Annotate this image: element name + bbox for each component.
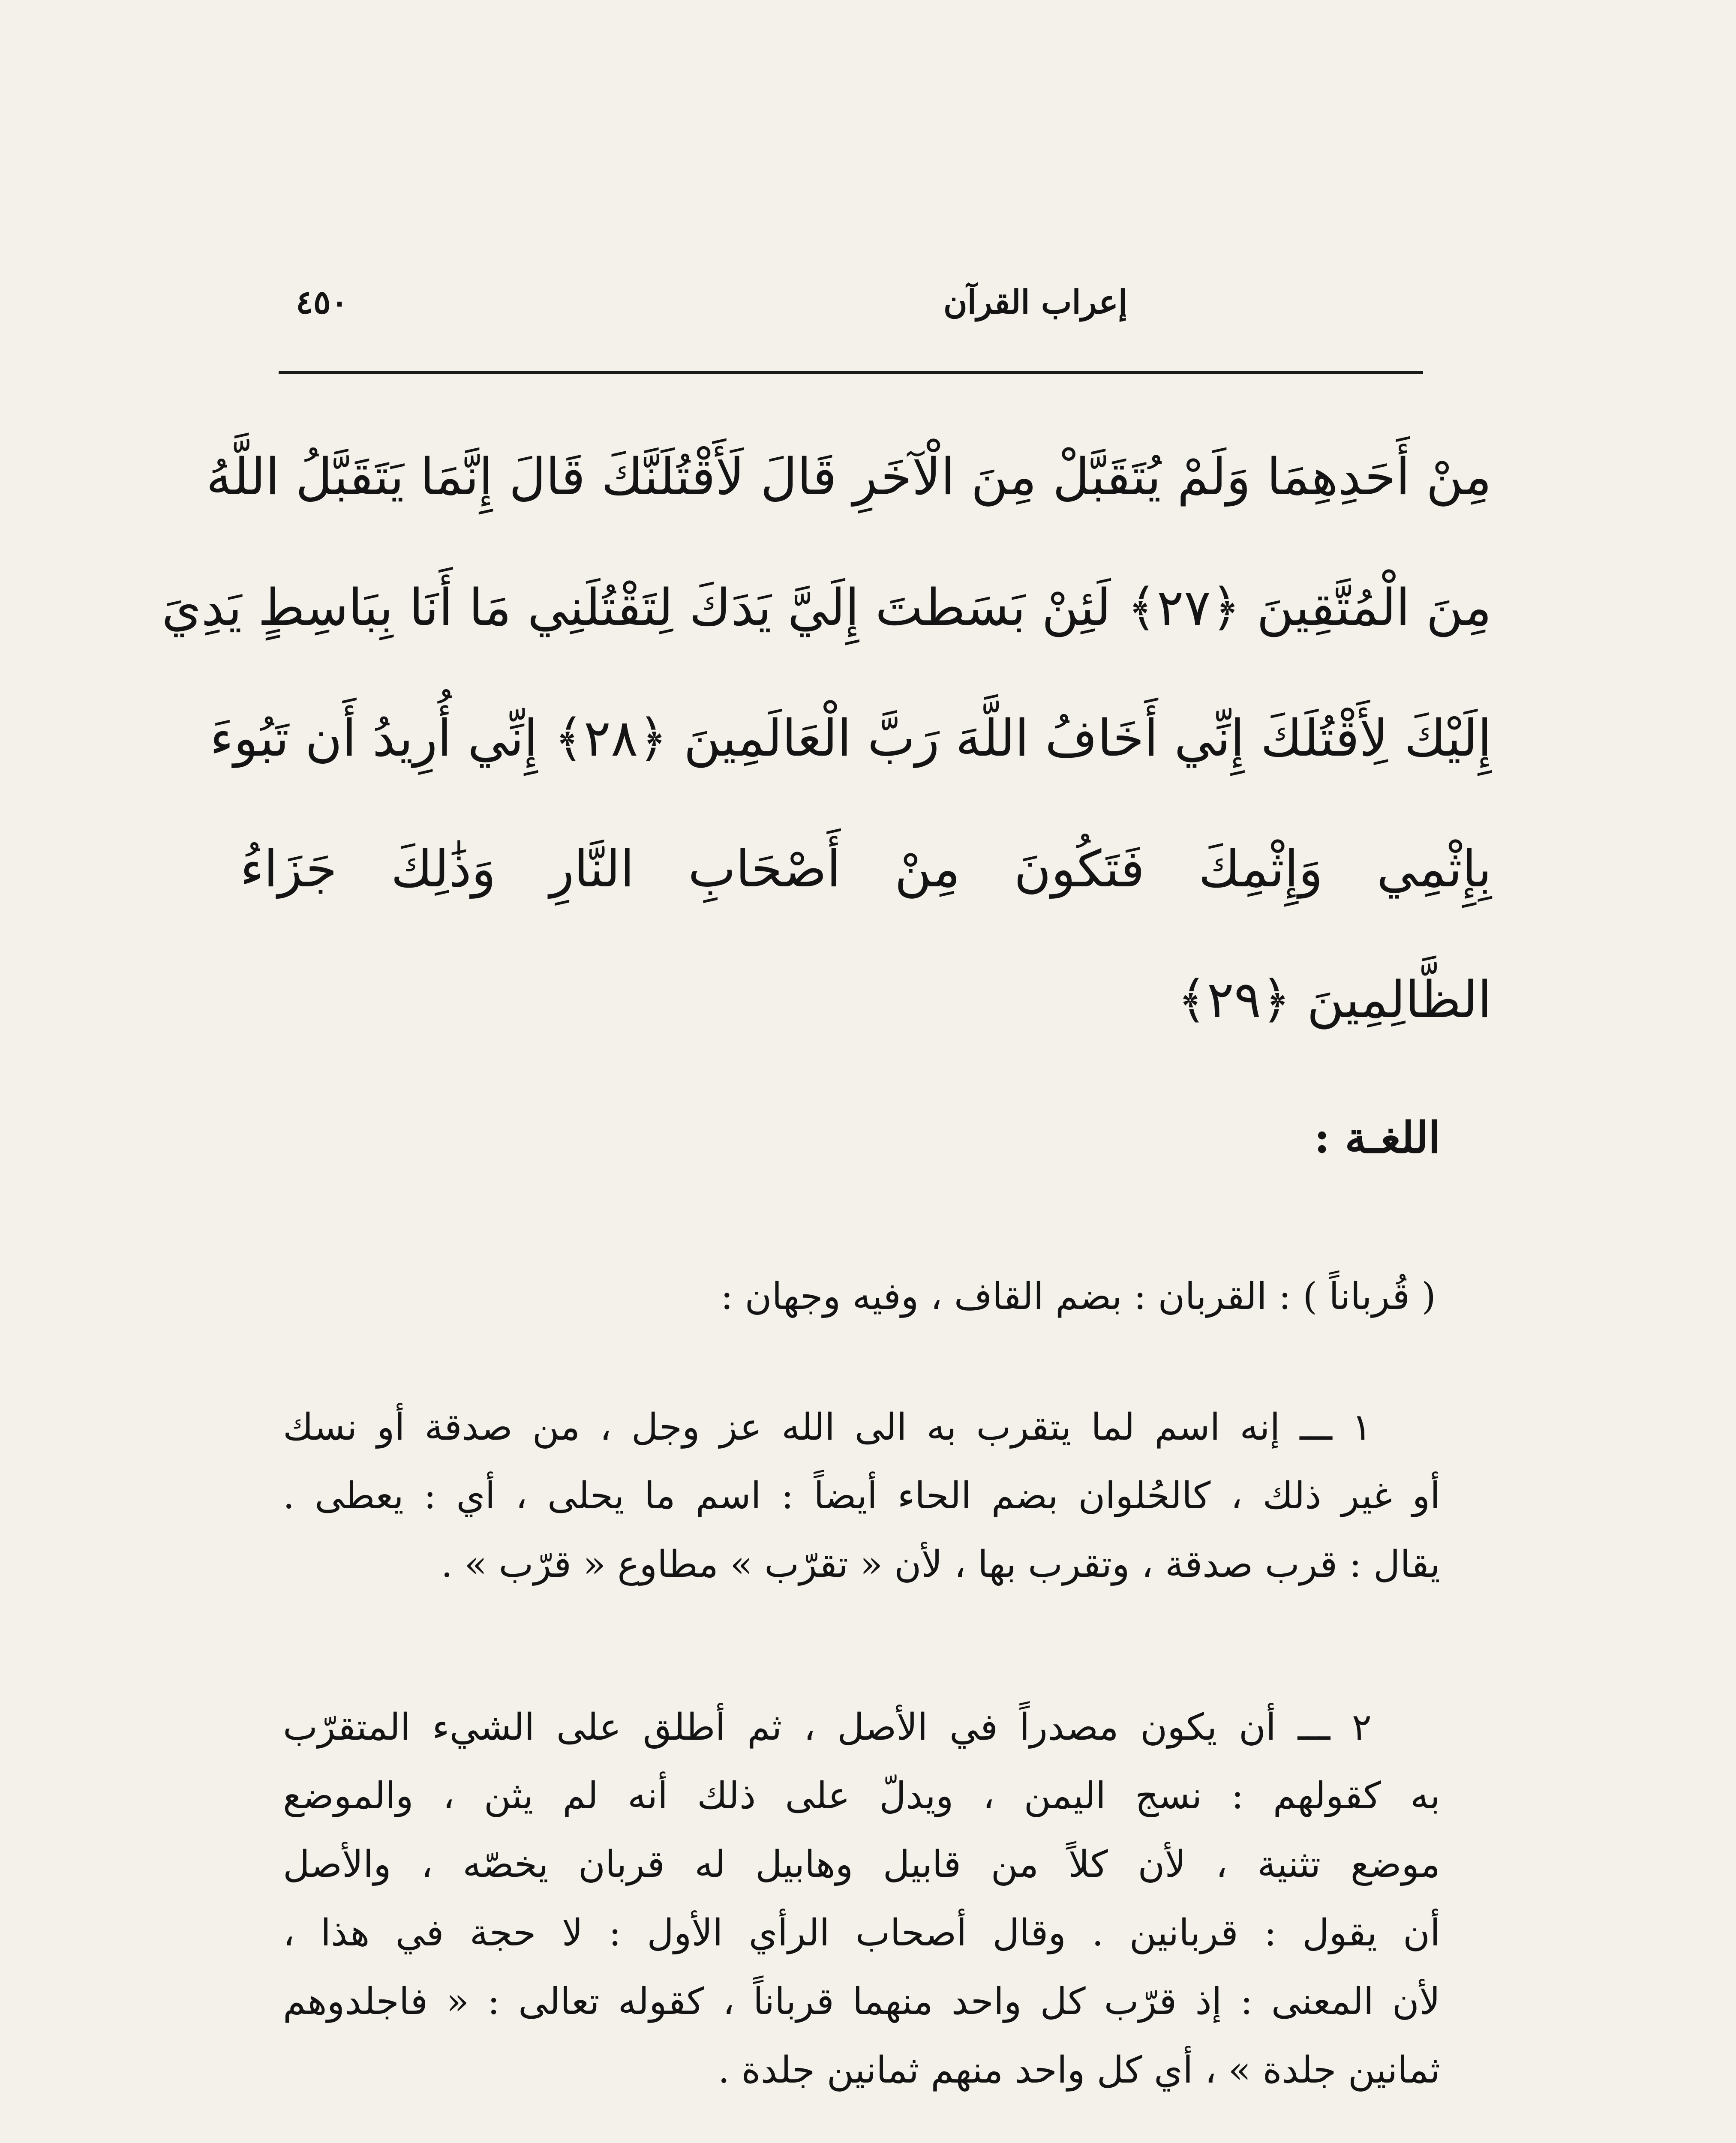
- section-heading-lugha: اللغـة :: [1314, 1112, 1440, 1163]
- text-line: يقال : قرب صدقة ، وتقرب بها ، لأن « تقرّب » مطاوع « قرّب » .: [441, 1543, 1440, 1586]
- text-line: ثمانين جلدة » ، أي كل واحد منهم ثمانين جلدة .: [718, 2049, 1440, 2092]
- word-entry-intro: ( قُرباناً ) : القربان : بضم القاف ، وفيه وجهان :: [721, 1275, 1436, 1318]
- header-rule: [279, 371, 1423, 374]
- verse-line: بِإِثْمِي وَإِثْمِكَ فَتَكُونَ مِنْ أَصْحَابِ النَّارِ وَذَٰلِكَ جَزَاءُ: [240, 839, 1492, 898]
- meaning-paragraph-2: [283, 1693, 1440, 2104]
- page-number: ٤٥٠: [296, 283, 348, 321]
- verse-line: مِنْ أَحَدِهِمَا وَلَمْ يُتَقَبَّلْ مِنَ الْآخَرِ قَالَ لَأَقْتُلَنَّكَ قَالَ إِنَّمَا يَتَقَبَّلُ اللَّهُ: [206, 447, 1492, 506]
- text-line: به كقولهم : نسج اليمن ، ويدلّ على ذلك أنه لم يثن ، والموضع: [283, 1774, 1440, 1817]
- verse-line: الظَّالِمِينَ ﴿٢٩﴾: [1177, 970, 1492, 1029]
- text-line: لأن المعنى : إذ قرّب كل واحد منهما قرباناً ، كقوله تعالى : « فاجلدوهم: [283, 1980, 1440, 2023]
- verse-line: مِنَ الْمُتَّقِينَ ﴿٢٧﴾ لَئِنْ بَسَطتَ إِلَيَّ يَدَكَ لِتَقْتُلَنِي مَا أَنَا بِبَاسِطٍ يَدِيَ: [162, 578, 1492, 637]
- text-line: أو غير ذلك ، كالحُلوان بضم الحاء أيضاً : اسم ما يحلى ، أي : يعطى .: [283, 1474, 1440, 1517]
- text-line: موضع تثنية ، لأن كلاً من قابيل وهابيل له قربان يخصّه ، والأصل: [283, 1843, 1440, 1886]
- verse-line: إِلَيْكَ لِأَقْتُلَكَ إِنِّي أَخَافُ اللَّهَ رَبَّ الْعَالَمِينَ ﴿٢٨﴾ إِنِّي أُرِيدُ أَن تَبُوءَ: [210, 708, 1492, 768]
- text-line: ٢ ـــ أن يكون مصدراً في الأصل ، ثم أطلق على الشيء المتقرّب: [283, 1706, 1372, 1749]
- quran-verse-block: [162, 411, 1492, 1065]
- text-line: ١ ـــ إنه اسم لما يتقرب به الى الله عز وجل ، من صدقة أو نسك: [283, 1406, 1372, 1449]
- page-header: [279, 283, 1427, 347]
- text-line: أن يقول : قربانين . وقال أصحاب الرأي الأول : لا حجة في هذا ،: [283, 1912, 1440, 1954]
- running-title: إعراب القرآن: [943, 283, 1127, 321]
- meaning-paragraph-1: [283, 1393, 1440, 1599]
